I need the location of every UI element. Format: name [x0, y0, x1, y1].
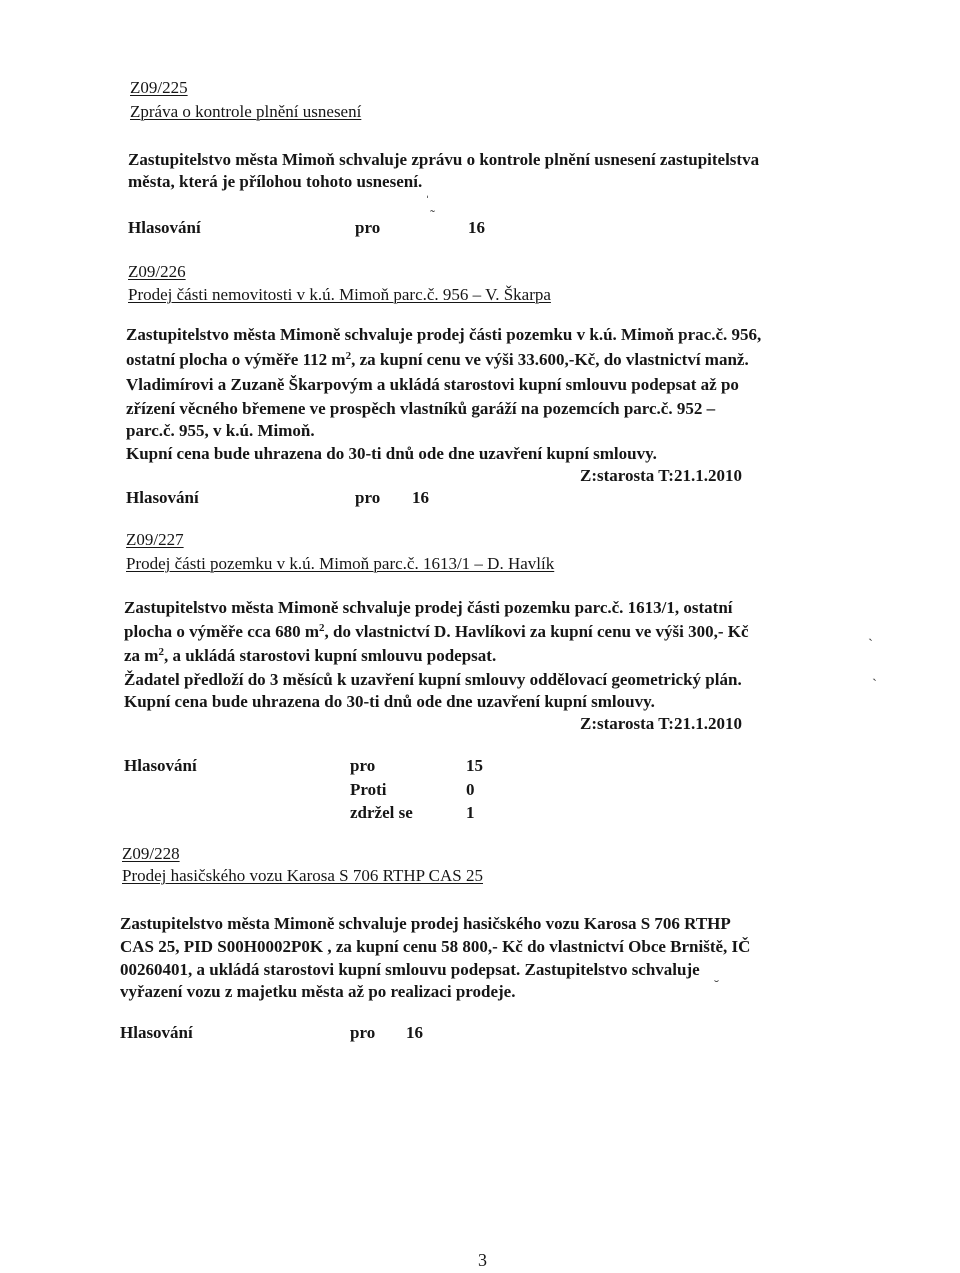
vote-key: pro — [355, 218, 381, 237]
vote-value: 15 — [466, 756, 483, 775]
body-line: zřízení věcného břemene ve prospěch vlastníků garáží na pozemcích parc.č. 952 – — [126, 399, 716, 418]
vote-value: 0 — [466, 780, 475, 799]
body-line: města, která je přílohou tohoto usnesení. — [128, 172, 423, 191]
body-line: parc.č. 955, v k.ú. Mimoň. — [126, 421, 315, 440]
scan-speck: ˌ — [425, 183, 430, 199]
scan-speck: ˘ — [714, 978, 719, 994]
resolution-code: Z09/226 — [128, 262, 186, 281]
resolution-code: Z09/227 — [126, 530, 184, 549]
vote-key: Proti — [350, 780, 387, 799]
responsible-deadline: Z:starosta T:21.1.2010 — [580, 714, 742, 733]
responsible-deadline: Z:starosta T:21.1.2010 — [580, 466, 742, 485]
body-line: Zastupitelstvo města Mimoně schvaluje prodej části pozemku parc.č. 1613/1, ostatní — [124, 598, 733, 617]
body-line: Kupní cena bude uhrazena do 30-ti dnů ode dne uzavření kupní smlouvy. — [124, 692, 655, 711]
vote-key: pro — [350, 756, 376, 775]
body-line: za $m^2$, a ukládá starostovi kupní smlouvu podepsat. — [124, 646, 497, 665]
resolution-code: Z09/228 — [122, 844, 180, 863]
body-line: Žadatel předloží do 3 měsíců k uzavření kupní smlouvy oddělovací geometrický plán. — [124, 670, 742, 689]
body-line: vyřazení vozu z majetku města až po realizaci prodeje. — [120, 982, 516, 1001]
vote-value: 16 — [406, 1023, 423, 1042]
scan-speck: ˜ — [430, 208, 435, 224]
resolution-title: Prodej části pozemku v k.ú. Mimoň parc.č. 1613/1 – D. Havlík — [126, 554, 555, 573]
scan-speck: ˏ — [868, 626, 873, 642]
body-line: Zastupitelstvo města Mimoň schvaluje zprávu o kontrole plnění usnesení zastupitelstva — [128, 150, 760, 169]
vote-value: 16 — [468, 218, 485, 237]
body-line: ostatní plocha o výměře 112 $m^2$, za kupní cenu ve výši 33.600,-Kč, do vlastnictví manž. — [126, 350, 749, 369]
vote-key: pro — [355, 488, 381, 507]
scan-speck: ˎ — [872, 666, 877, 682]
vote-label: Hlasování — [120, 1023, 193, 1042]
page-number: 3 — [478, 1250, 487, 1270]
vote-label: Hlasování — [126, 488, 199, 507]
vote-value: 16 — [412, 488, 429, 507]
body-line: Vladimírovi a Zuzaně Škarpovým a ukládá starostovi kupní smlouvu podepsat až po — [126, 375, 739, 394]
vote-value: 1 — [466, 803, 475, 822]
resolution-title: Prodej části nemovitosti v k.ú. Mimoň parc.č. 956 – V. Škarpa — [128, 285, 551, 304]
body-line: Zastupitelstvo města Mimoně schvaluje prodej části pozemku v k.ú. Mimoň prac.č. 956, — [126, 325, 762, 344]
body-line: Zastupitelstvo města Mimoně schvaluje prodej hasičského vozu Karosa S 706 RTHP — [120, 914, 731, 933]
resolution-code: Z09/225 — [130, 78, 188, 97]
body-line: Kupní cena bude uhrazena do 30-ti dnů ode dne uzavření kupní smlouvy. — [126, 444, 657, 463]
vote-label: Hlasování — [124, 756, 197, 775]
vote-key: pro — [350, 1023, 376, 1042]
resolution-title: Zpráva o kontrole plnění usnesení — [130, 102, 362, 121]
body-line: 00260401, a ukládá starostovi kupní smlouvu podepsat. Zastupitelstvo schvaluje — [120, 960, 700, 979]
body-line: plocha o výměře cca 680 $m^2$, do vlastnictví D. Havlíkovi za kupní cenu ve výši 300,- Kč — [124, 622, 749, 641]
vote-key: zdržel se — [350, 803, 413, 822]
body-line: CAS 25, PID S00H0002P0K , za kupní cenu 58 800,- Kč do vlastnictví Obce Brniště, IČ — [120, 937, 751, 956]
resolution-title: Prodej hasičského vozu Karosa S 706 RTHP CAS 25 — [122, 866, 483, 885]
vote-label: Hlasování — [128, 218, 201, 237]
